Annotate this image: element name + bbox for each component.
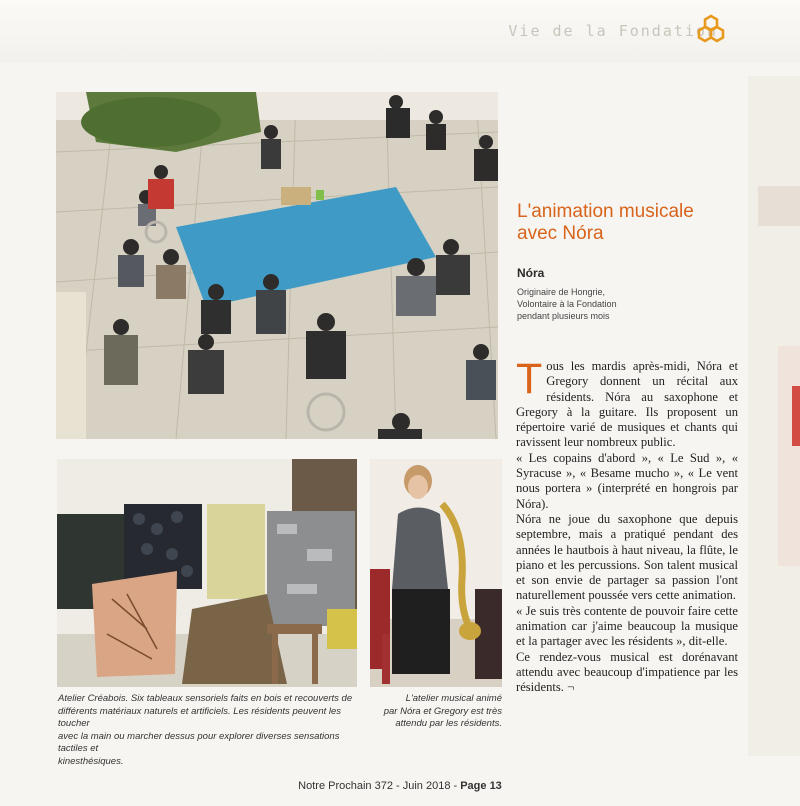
article-body bbox=[516, 355, 738, 696]
background-page-strip bbox=[748, 76, 800, 756]
paragraph-5: Ce rendez-vous musical est dorénavant attendu avec beaucoup d'impatience par les résidents. ¬ bbox=[516, 649, 738, 695]
dropcap: T bbox=[516, 355, 543, 403]
caption-musical-line1: L'atelier musical animé bbox=[405, 693, 502, 704]
person-desc-line3: pendant plusieurs mois bbox=[517, 311, 610, 321]
caption-musical-line2: par Nóra et Gregory est très bbox=[383, 705, 502, 717]
person-desc-line1: Originaire de Hongrie, bbox=[517, 287, 606, 297]
paragraph-2: « Les copains d'abord », « Le Sud », « Syracuse », « Besame mucho », « Le vent nous portera » (interprété en hongrois par Nóra). bbox=[516, 450, 738, 511]
person-description bbox=[517, 286, 647, 322]
paragraph-1-text: ous les mardis après-midi, Nóra et Gregory donnent un récital aux résidents. Nóra au saxophone et Gregory à la guitare. Ils proposent un répertoire varié de musiques et chants qui ravissent leur nombreux public. bbox=[516, 359, 738, 450]
caption-musical-line3: attendu par les résidents. bbox=[395, 718, 502, 730]
honeycomb-icon bbox=[696, 14, 726, 44]
caption-musical bbox=[370, 693, 502, 731]
caption-creabois-line1: Atelier Créabois. Six tableaux sensoriels faits en bois et recouverts de bbox=[58, 693, 353, 704]
main-photo-concert bbox=[56, 92, 498, 439]
photo-creabois-boards bbox=[57, 459, 357, 687]
article-title bbox=[517, 201, 757, 245]
paragraph-4: « Je suis très contente de pouvoir faire cette animation car j'aime beaucoup la musique et la partager avec les résidents », dit-elle. bbox=[516, 603, 738, 649]
photo-nora-saxophone bbox=[370, 459, 502, 687]
footer-page-number: Page 13 bbox=[460, 780, 502, 792]
caption-creabois-line2: différents matériaux naturels et artificiels. Les résidents peuvent les toucher bbox=[58, 705, 342, 730]
article-title-line1: L'animation musicale bbox=[517, 201, 694, 222]
person-name: Nóra bbox=[517, 266, 545, 280]
page-footer bbox=[0, 780, 800, 792]
footer-publication: Notre Prochain 372 - Juin 2018 - bbox=[298, 780, 461, 792]
caption-creabois-line3: avec la main ou marcher dessus pour explorer diverses sensations tactiles et bbox=[58, 730, 340, 755]
section-title: Vie de la Fondation bbox=[508, 22, 718, 40]
caption-creabois-line4: kinesthésiques. bbox=[58, 755, 124, 767]
person-desc-line2: Volontaire à la Fondation bbox=[517, 299, 617, 309]
caption-creabois bbox=[58, 693, 358, 769]
paragraph-1 bbox=[516, 355, 738, 451]
article-title-line2: avec Nóra bbox=[517, 223, 604, 244]
paragraph-3: Nóra ne joue du saxophone que depuis septembre, mais a pratiqué pendant des années le hautbois à haut niveau, la flûte, le piano et les percussions. Son talent musical et son envie de partager sa passion l'ont naturellement poussée vers cette animation. bbox=[516, 511, 738, 603]
